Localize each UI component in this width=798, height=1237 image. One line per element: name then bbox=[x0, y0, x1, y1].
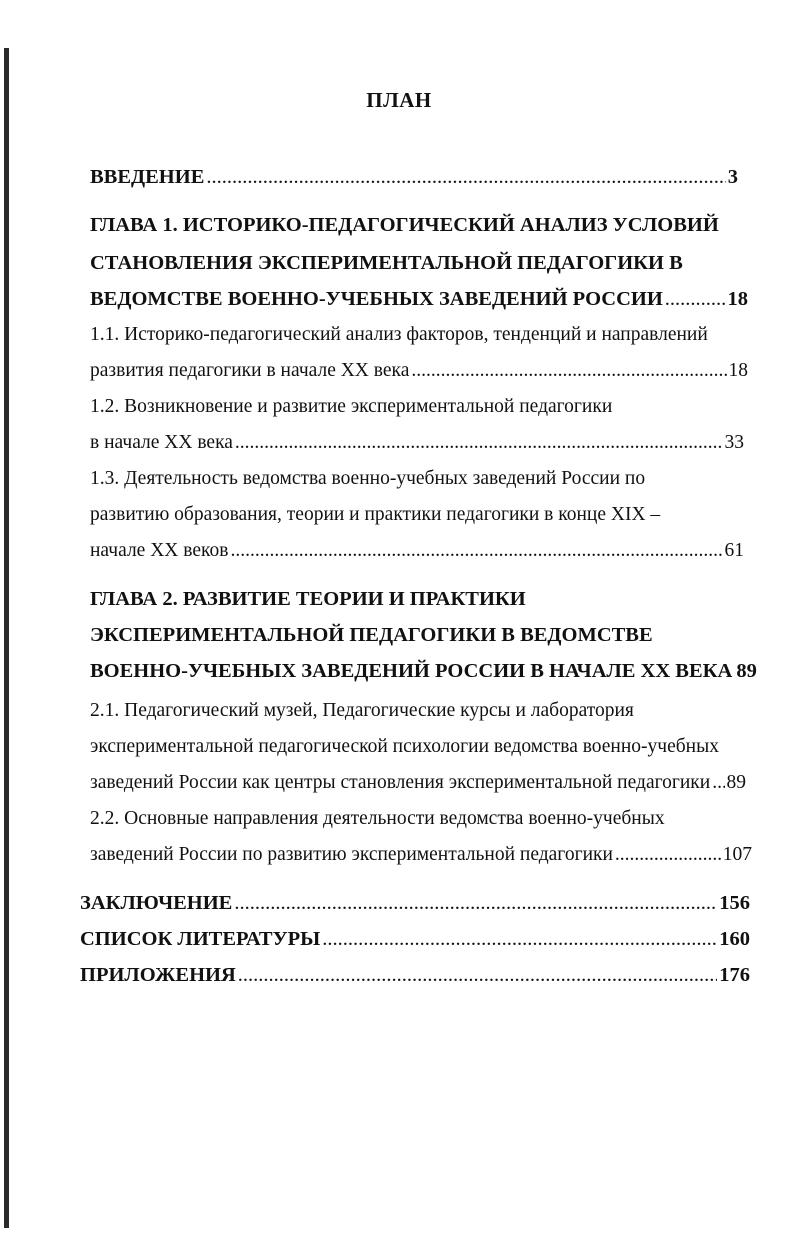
dot-leader bbox=[615, 844, 721, 866]
toc-page-number: 176 bbox=[719, 964, 750, 986]
toc-section-1-1-line1: 1.1. Историко-педагогический анализ факторов, тенденций и направлений bbox=[90, 324, 708, 345]
toc-section-1-2-line1: 1.2. Возникновение и развитие экспериментальной педагогики bbox=[90, 396, 613, 417]
toc-section-1-3-line1: 1.3. Деятельность ведомства военно-учебных заведений России по bbox=[90, 468, 646, 489]
page-title: ПЛАН bbox=[366, 88, 432, 112]
toc-entry-text: ВЕДОМСТВЕ ВОЕННО-УЧЕБНЫХ ЗАВЕДЕНИЙ РОССИИ bbox=[90, 288, 663, 310]
dot-leader bbox=[712, 772, 724, 794]
toc-section-1-3-line2: развитию образования, теории и практики педагогики в конце XIX – bbox=[90, 504, 661, 525]
toc-entry-text: в начале XX века bbox=[90, 432, 233, 453]
dot-leader bbox=[411, 360, 726, 382]
toc-page-number: 61 bbox=[724, 540, 744, 561]
toc-chapter2-line2: ЭКСПЕРИМЕНТАЛЬНОЙ ПЕДАГОГИКИ В ВЕДОМСТВЕ bbox=[90, 624, 653, 646]
toc-entry-text: заведений России по развитию экспериментальной педагогики bbox=[90, 844, 613, 865]
toc-entry-text: ВВЕДЕНИЕ bbox=[90, 166, 205, 188]
toc-chapter1-line2: СТАНОВЛЕНИЯ ЭКСПЕРИМЕНТАЛЬНОЙ ПЕДАГОГИКИ В bbox=[90, 252, 683, 274]
toc-chapter1-line3 bbox=[90, 288, 748, 311]
toc-page-number: 156 bbox=[719, 892, 750, 914]
toc-chapter1-line1: ГЛАВА 1. ИСТОРИКО-ПЕДАГОГИЧЕСКИЙ АНАЛИЗ УСЛОВИЙ bbox=[90, 214, 719, 236]
toc-entry-text: ВОЕННО-УЧЕБНЫХ ЗАВЕДЕНИЙ РОССИИ В НАЧАЛЕ XX ВЕКА bbox=[90, 660, 733, 682]
toc-entry-text: заведений России как центры становления экспериментальной педагогики bbox=[90, 772, 711, 793]
toc-section-2-1-line1: 2.1. Педагогический музей, Педагогические курсы и лаборатория bbox=[90, 700, 634, 721]
toc-page-number: 33 bbox=[724, 432, 744, 453]
toc-page-number: 18 bbox=[727, 288, 748, 310]
toc-chapter2-line3 bbox=[90, 660, 757, 683]
toc-section-2-2-line2 bbox=[90, 844, 752, 866]
toc-section-2-1-line3 bbox=[90, 772, 746, 794]
dot-leader bbox=[230, 540, 722, 562]
toc-entry-references bbox=[80, 928, 750, 951]
toc-section-1-1-line2 bbox=[90, 360, 748, 382]
toc-page-number: 89 bbox=[726, 772, 746, 793]
toc-page-number: 3 bbox=[727, 166, 738, 188]
dot-leader bbox=[206, 166, 725, 189]
toc-page-number: 107 bbox=[722, 844, 752, 865]
toc-entry-text: развития педагогики в начале XX века bbox=[90, 360, 410, 381]
toc-page-number: 160 bbox=[719, 928, 750, 950]
dot-leader bbox=[238, 964, 717, 987]
scan-edge bbox=[4, 48, 9, 1228]
dot-leader bbox=[234, 892, 717, 915]
toc-page-number: 89 bbox=[736, 660, 757, 682]
toc-section-2-2-line1: 2.2. Основные направления деятельности ведомства военно-учебных bbox=[90, 808, 665, 829]
toc-entry-appendices bbox=[80, 964, 750, 987]
toc-entry-intro bbox=[90, 166, 738, 189]
toc-chapter2-line1: ГЛАВА 2. РАЗВИТИЕ ТЕОРИИ И ПРАКТИКИ bbox=[90, 588, 526, 610]
toc-section-1-3-line3 bbox=[90, 540, 744, 562]
toc-page-number: 18 bbox=[728, 360, 748, 381]
toc-entry-text: СПИСОК ЛИТЕРАТУРЫ bbox=[80, 928, 321, 950]
dot-leader bbox=[322, 928, 717, 951]
toc-entry-text: начале XX веков bbox=[90, 540, 229, 561]
toc-section-1-2-line2 bbox=[90, 432, 744, 454]
toc-entry-conclusion bbox=[80, 892, 750, 915]
dot-leader bbox=[665, 288, 726, 311]
dot-leader bbox=[235, 432, 723, 454]
toc-section-2-1-line2: экспериментальной педагогической психологии ведомства военно-учебных bbox=[90, 736, 719, 757]
toc-entry-text: ПРИЛОЖЕНИЯ bbox=[80, 964, 236, 986]
toc-entry-text: ЗАКЛЮЧЕНИЕ bbox=[80, 892, 233, 914]
